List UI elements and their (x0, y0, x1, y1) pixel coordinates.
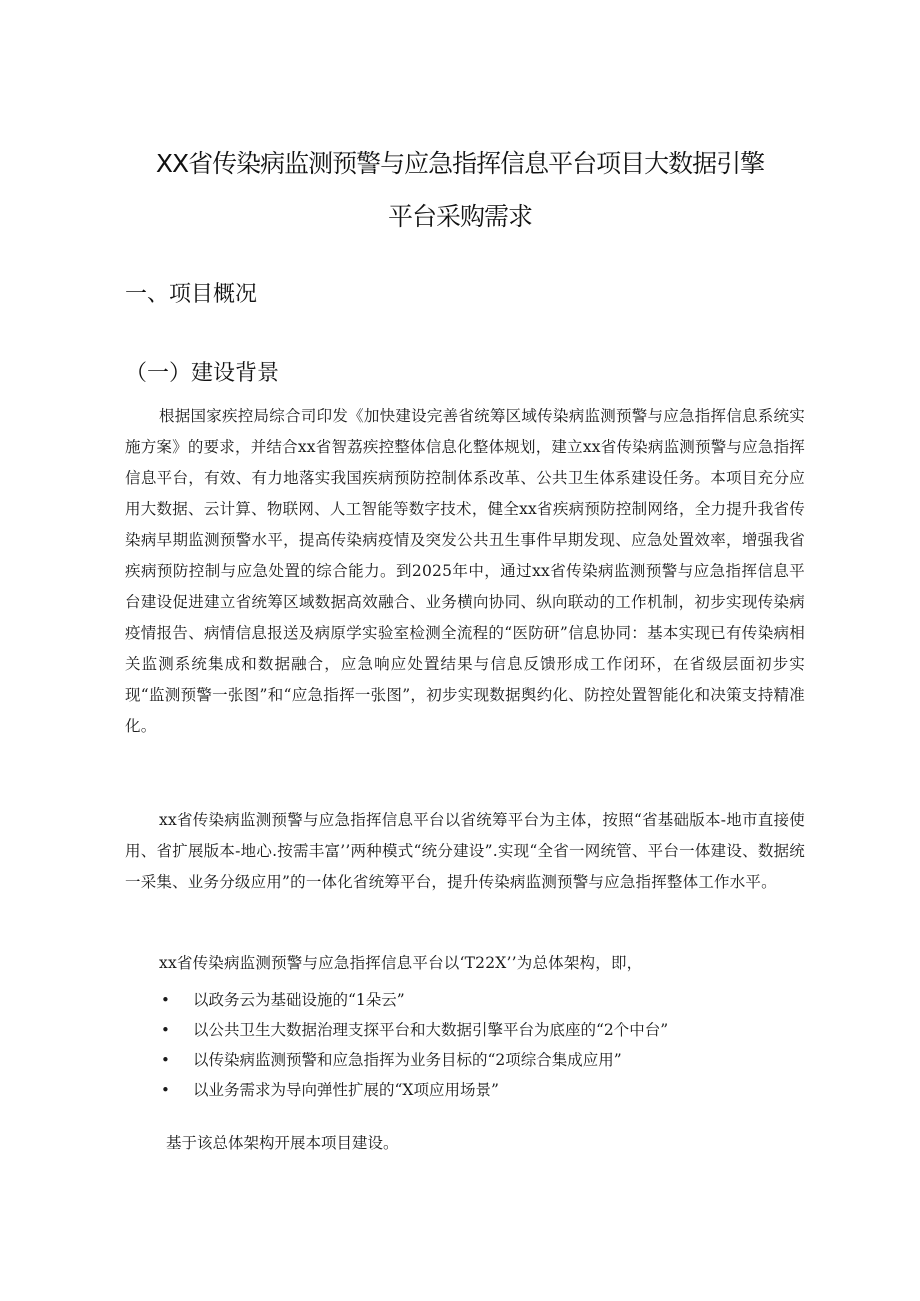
bullet-icon: • (161, 1081, 170, 1099)
paragraph-platform-mode: xx省传染病监测预警与应急指挥信息平台以省统筹平台为主体，按照“省基础版本-地市直接使用、省扩展版本-地心.按需丰富’’两种模式“统分建设”.实现“全省一网统管、平台一体建设、数据统一采集、业务分级应用”的一体化省统筹平台，提升传染病监测预警与应急指挥整体工作水平。 (125, 811, 805, 891)
architecture-bullet-list (125, 985, 805, 1105)
paragraph-architecture-intro: xx省传染病监测预警与应急指挥信息平台以‘T22X’’为总体架构，即， (159, 954, 643, 972)
bullet-icon: • (161, 1021, 170, 1039)
document-title-line-1: XX省传染病监测预警与应急指挥信息平台项目大数据引擎 (155, 149, 765, 178)
subsection-heading-background: （一）建设背景 (125, 361, 280, 386)
list-item (125, 1045, 805, 1075)
list-item (125, 1015, 805, 1045)
section-heading-project-overview: 一、项目概况 (125, 282, 258, 307)
bullet-text: 以公共卫生大数据治理支探平台和大数据引擎平台为底座的“2个中台” (193, 1021, 669, 1039)
bullet-icon: • (161, 991, 170, 1009)
bullet-text: 以政务云为基础设施的“1朵云” (193, 991, 405, 1009)
closing-sentence: 基于该总体架构开展本项目建设。 (166, 1134, 399, 1152)
paragraph-background: 根据国家疾控局综合司印发《加快建设完善省统筹区域传染病监测预警与应急指挥信息系统实施方案》的要求，并结合xx省智荔疾控整体信息化整体规划，建立xx省传染病监测预警与应急指挥信息平台，有效、有力地落实我国疾病预防控制体系改革、公共卫生体系建设任务。本项目充分应用大数据、云计算、物联网、人工智能等数字技术，健全xx省疾病预防控制网络，全力提升我省传染病早期监测预警水平，提高传染病疫情及突发公共丑生事件早期发现、应急处置效率，增强我省疾病预防控制与应急处置的综合能力。到2025年中，通过xx省传染病监测预警与应急指挥信息平台建设促进建立省统筹区域数据高效融合、业务横向协同、纵向联动的工作机制，初步实现传染病疫情报告、病情信息报送及病原学实验室检测全流程的“医防研”信息协同：基本实现已有传染病相关监测系统集成和数据融合，应急响应处置结果与信息反馈形成工作闭环，在省级层面初步实现“监测预警一张图”和“应急指挥一张图”，初步实现数据舆约化、防控处置智能化和决策支持精准化。 (125, 407, 805, 735)
document-title-line-2: 平台采购需求 (387, 202, 532, 231)
bullet-text: 以传染病监测预警和应急指挥为业务目标的“2项综合集成应用” (193, 1051, 622, 1069)
bullet-text: 以业务需求为导向弹性扩展的“X项应用场景” (193, 1081, 499, 1099)
list-item (125, 1075, 805, 1105)
bullet-icon: • (161, 1051, 170, 1069)
list-item (125, 985, 805, 1015)
